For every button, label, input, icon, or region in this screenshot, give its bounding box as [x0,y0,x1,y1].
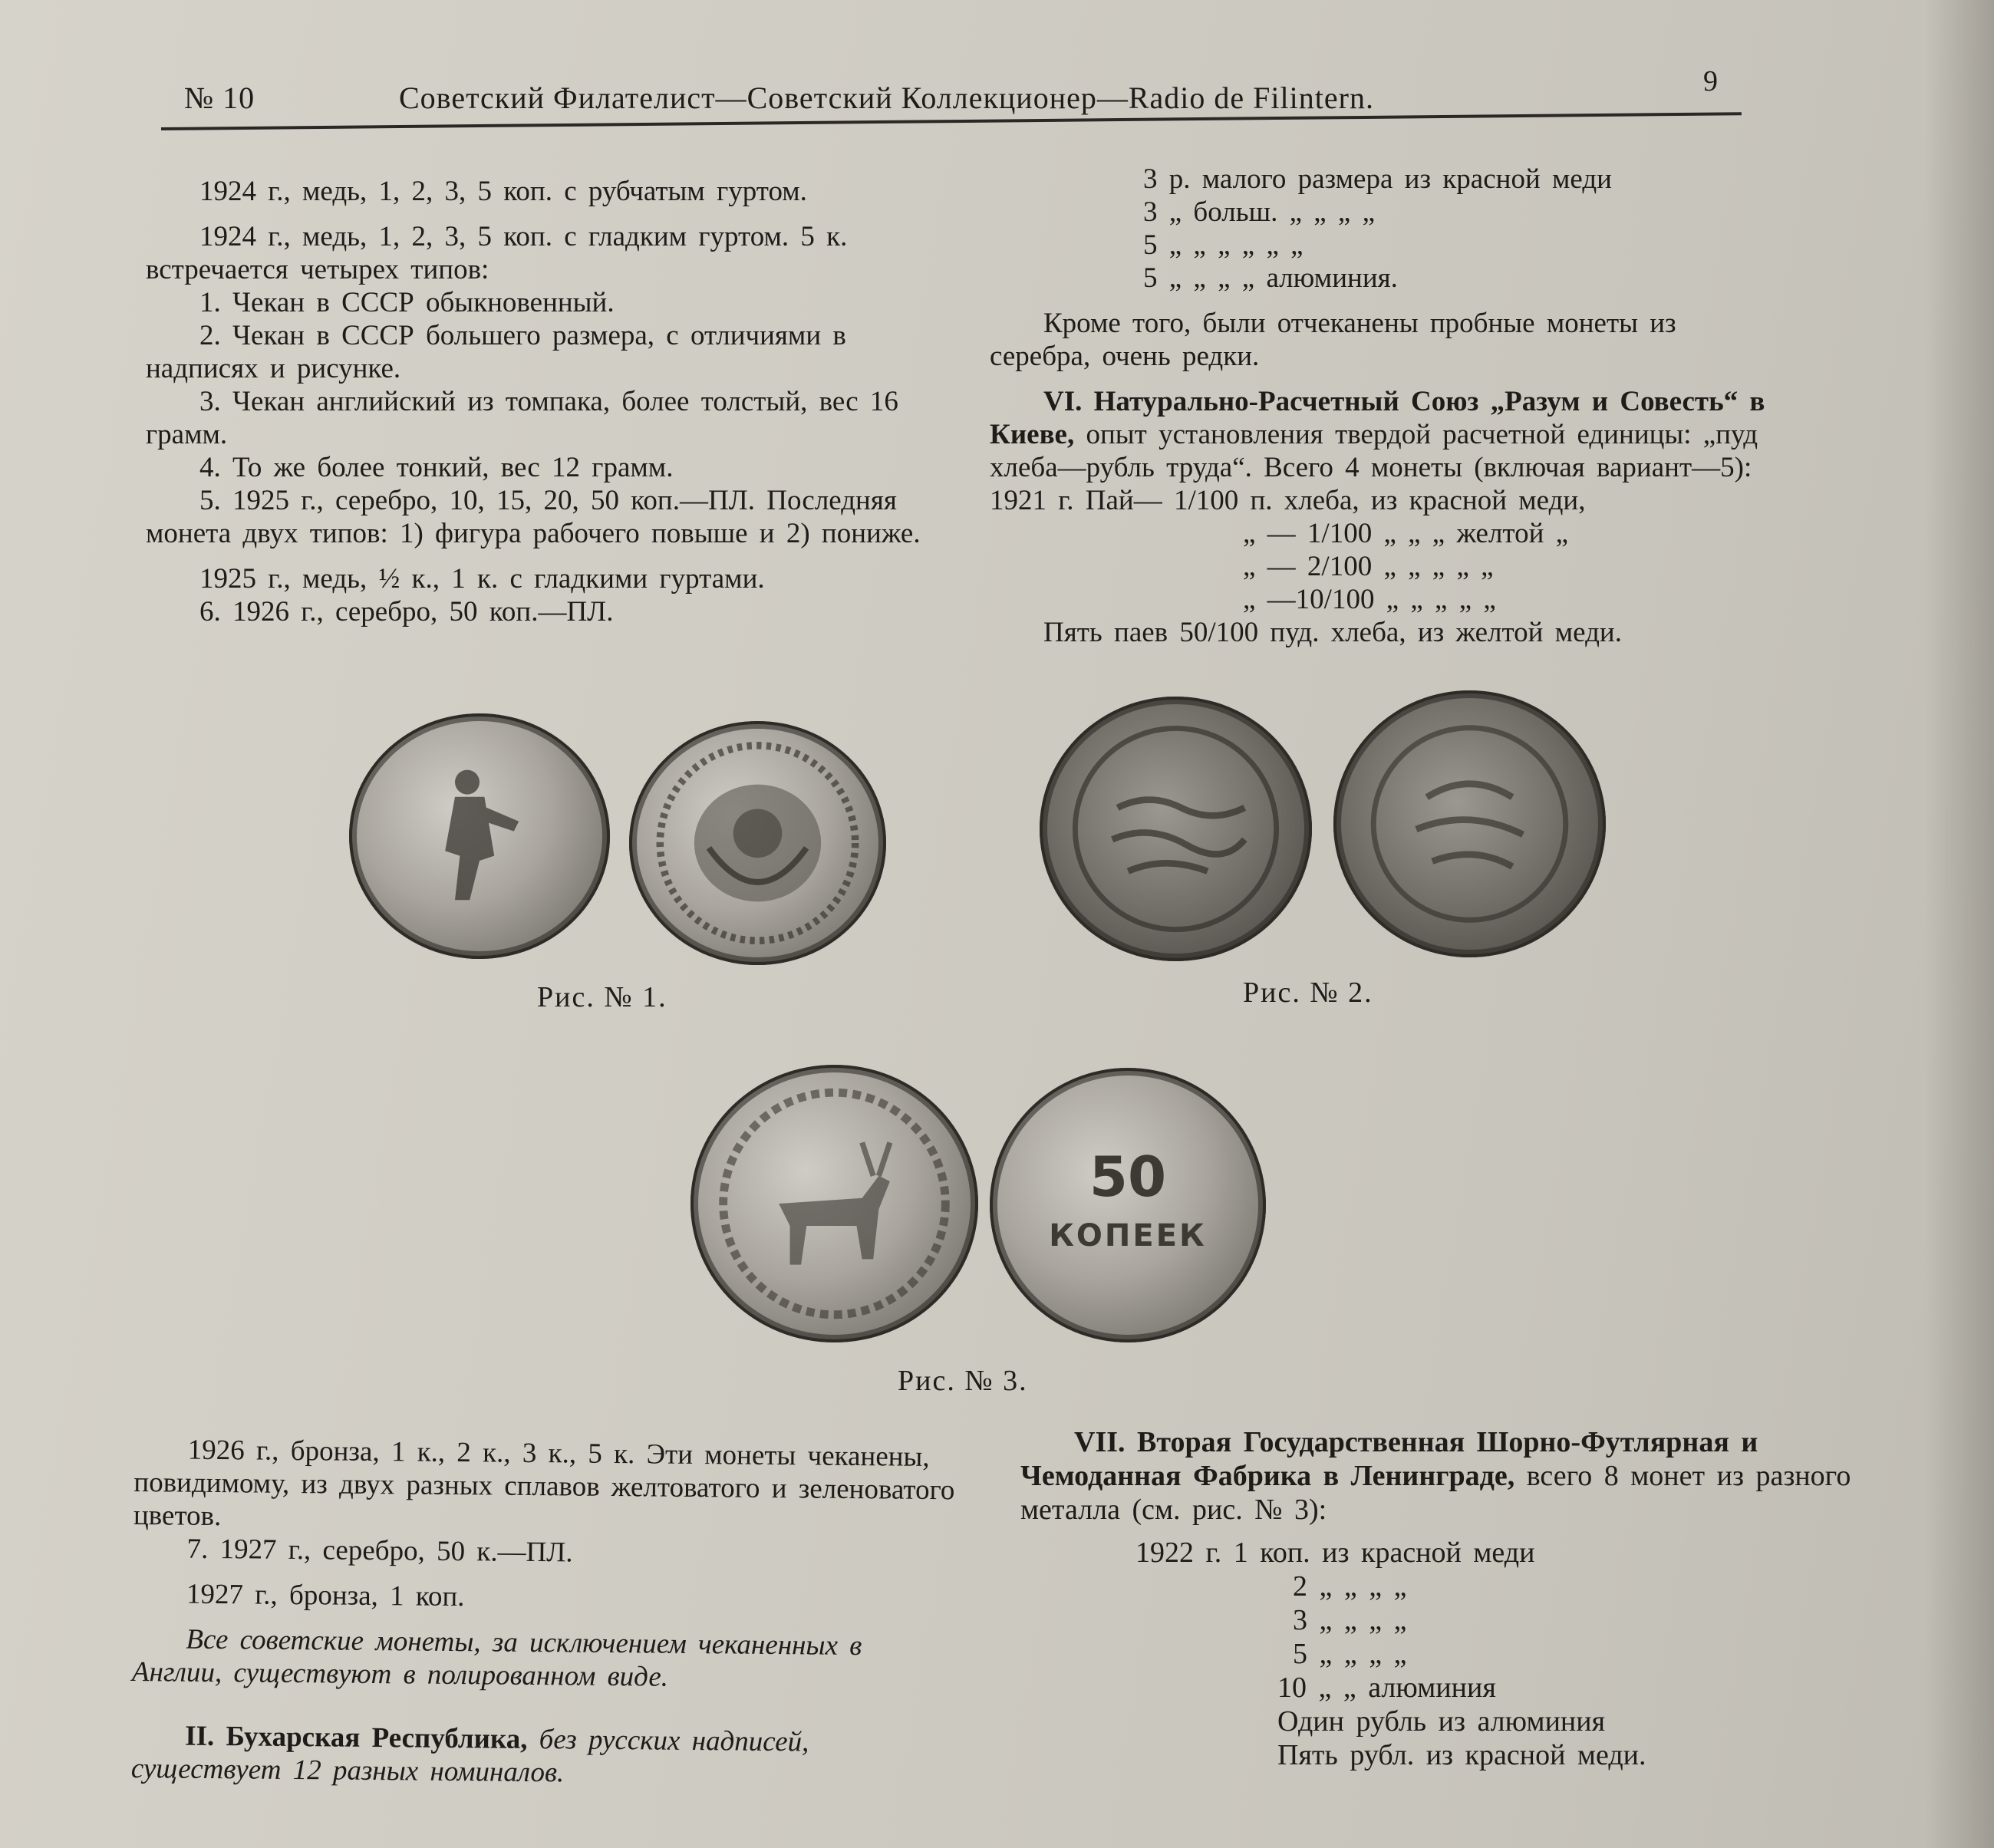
factory-row-3: 3 „ „ „ „ [1293,1604,1407,1636]
sower-figure-icon [349,713,610,959]
deer-icon [690,1065,978,1342]
page-number: 9 [1703,65,1719,97]
coin-pai-reverse [1333,690,1606,957]
list-item-5: 5. 1925 г., серебро, 10, 15, 20, 50 коп.—ПЛ. Последняя монета двух типов: 1) фигура рабочего повыше и 2) пониже. [146,485,921,549]
factory-row-6: Один рубль из алюминия [1277,1705,1606,1738]
paragraph-1926-silver: 6. 1926 г., серебро, 50 коп.—ПЛ. [199,596,614,628]
section-7-paragraph [1020,1425,1857,1527]
coin-chervonets-obverse [349,713,610,959]
paragraph-polished-note: Все советские монеты, за исключением чеканенных в Англии, существуют в полированном виде. [131,1623,862,1693]
section-2-paragraph [131,1719,961,1793]
list-item-2: 2. Чекан в СССР большего размера, с отличиями в надписях и рисунке. [146,320,846,384]
left-column-top [146,175,936,628]
section-7-text: всего 8 монет из разного металла (см. рис. № 3): [1020,1460,1851,1526]
factory-row-4: 5 „ „ „ „ [1293,1638,1407,1670]
factory-row-2: 2 „ „ „ „ [1293,1570,1407,1603]
section-2-heading: II. Бухарская Республика, [185,1720,528,1755]
list-item-4: 4. То же более тонкий, вес 12 грамм. [199,452,674,483]
list-item-3: 3. Чекан английский из томпака, более толстый, вес 16 грамм. [146,386,898,450]
figure-3-caption: Рис. № 3. [898,1365,1028,1397]
pai-row-2: „ — 1/100 „ „ „ желтой „ [1243,518,1569,549]
paragraph-1925-copper: 1925 г., медь, ½ к., 1 к. с гладкими гуртами. [199,563,765,595]
inscription-pattern-icon [1040,697,1312,961]
paragraph-1927-silver: 7. 1927 г., серебро, 50 к.—ПЛ. [186,1533,573,1569]
right-column-bottom [1020,1425,1857,1772]
list-item-1: 1. Чекан в СССР обыкновенный. [199,287,615,318]
inscription-pattern-icon [1333,690,1606,957]
page-edge-shadow [1925,0,1994,1848]
pai-row-3: „ — 2/100 „ „ „ „ „ [1243,551,1494,582]
paragraph-1924-smooth: 1924 г., медь, 1, 2, 3, 5 коп. с гладким гуртом. 5 к. встречается четырех типов: [146,221,848,285]
paragraph-trial-coins: Кроме того, были отчеканены пробные монеты из серебра, очень редки. [990,308,1676,372]
running-header [153,65,1749,126]
pai-row-4: „ —10/100 „ „ „ „ „ [1243,584,1496,615]
section-2-text: без русских надписей, существует 12 разных номиналов. [130,1724,809,1789]
coin-word: КОПЕЕК [1049,1218,1207,1253]
paragraph-1927-bronze: 1927 г., бронза, 1 коп. [186,1578,465,1613]
ruble-line-1: 3 р. малого размера из красной меди [1143,163,1612,195]
ruble-line-4: 5 „ „ „ „ алюминия. [1143,262,1398,294]
pai-row-5: Пять паев 50/100 пуд. хлеба, из желтой меди. [1043,617,1622,648]
figure-1-caption: Рис. № 1. [537,981,667,1013]
coin-emblem-reverse [629,721,886,965]
journal-title: Советский Филателист—Советский Коллекционер—Radio de Filintern. [399,81,1374,115]
coin-deer-obverse [690,1065,978,1342]
soviet-emblem-icon [629,721,886,965]
pai-row-1: 1921 г. Пай— 1/100 п. хлеба, из красной меди, [990,485,1586,516]
right-column-top [990,163,1788,649]
section-6-paragraph [990,385,1788,484]
section-6-heading: VI. Натурально-Расчетный Союз „Разум и Совесть“ в Киеве, [990,386,1765,450]
section-6-text: опыт установления твердой расчетной единицы: „пуд хлеба—рубль труда“. Всего 4 монеты (включая вариант—5): [990,419,1758,483]
factory-row-7: Пять рубл. из красной меди. [1277,1739,1646,1771]
paragraph-1926-bronze: 1926 г., бронза, 1 к., 2 к., 3 к., 5 к. Эти монеты чеканены, повидимому, из двух разных сплавов желтоватого и зеленоватого цветов. [133,1434,955,1533]
ruble-line-3: 5 „ „ „ „ „ „ [1143,229,1304,261]
factory-row-5: 10 „ „ алюминия [1277,1672,1496,1704]
section-7-heading: VII. Вторая Государственная Шорно-Футлярная и Чемоданная Фабрика в Ленинграде, [1020,1426,1758,1492]
figure-2-caption: Рис. № 2. [1243,977,1373,1009]
coin-pai-obverse [1040,697,1312,961]
coin-denomination: 50 [1089,1145,1167,1209]
ruble-line-2: 3 „ больш. „ „ „ „ [1143,196,1376,228]
issue-number: № 10 [184,81,255,115]
factory-row-1: 1922 г. 1 коп. из красной меди [1135,1537,1535,1569]
coin-50-kopeks [990,1068,1266,1342]
paragraph-1924-ribbed: 1924 г., медь, 1, 2, 3, 5 коп. с рубчатым гуртом. [199,176,807,207]
left-column-bottom [131,1433,963,1793]
